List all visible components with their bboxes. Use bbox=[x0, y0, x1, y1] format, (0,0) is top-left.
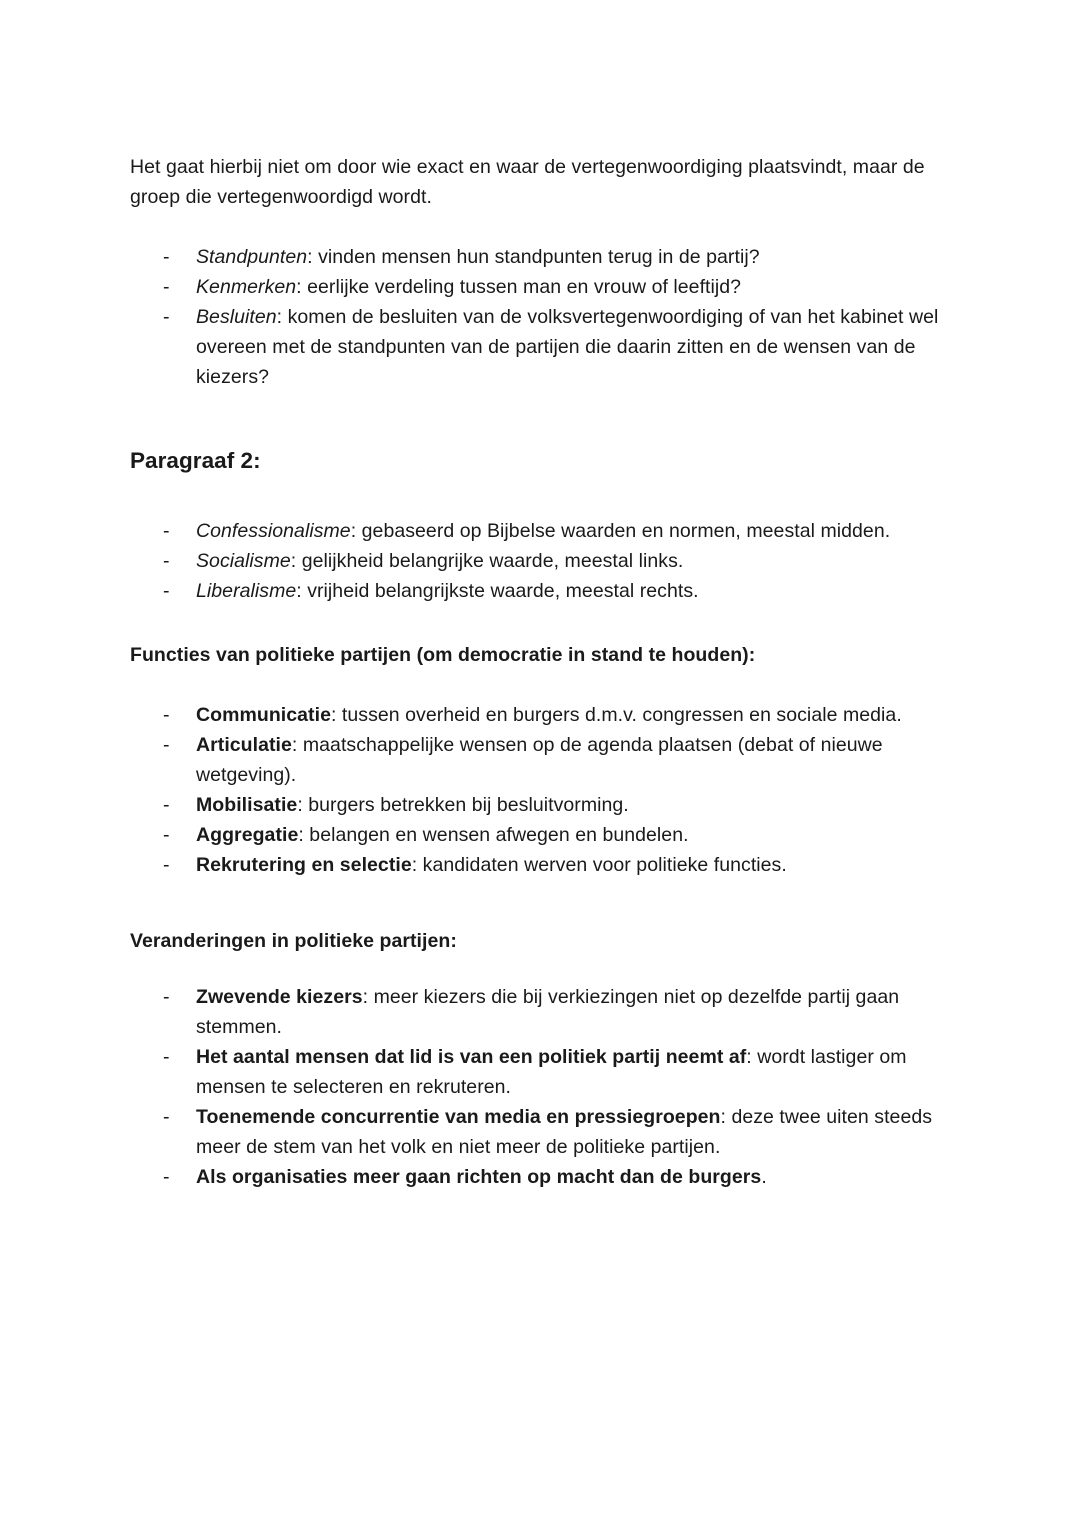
list-item bbox=[130, 820, 952, 850]
list-item bbox=[130, 546, 952, 576]
bullet-term: Het aantal mensen dat lid is van een politiek partij neemt af bbox=[196, 1046, 747, 1068]
list-item bbox=[130, 730, 952, 790]
bullet-text: : burgers betrekken bij besluitvorming. bbox=[297, 794, 629, 816]
list-item bbox=[130, 272, 952, 302]
bullet-dash-marker: - bbox=[163, 1046, 170, 1068]
veranderingen-heading: Veranderingen in politieke partijen: bbox=[130, 930, 457, 952]
bullet-dash-marker: - bbox=[163, 580, 170, 602]
bullet-term: Socialisme bbox=[196, 550, 291, 572]
bullet-text: : komen de besluiten van de volksvertegenwoordiging of van het kabinet wel overeen met de standpunten van de partijen die daarin zitten en de wensen van de kiezers? bbox=[196, 306, 939, 388]
bullet-term: Zwevende kiezers bbox=[196, 986, 363, 1008]
page-title: Paragraaf 2: bbox=[130, 448, 261, 473]
spacer bbox=[130, 956, 952, 982]
list-item bbox=[130, 700, 952, 730]
bullet-dash-marker: - bbox=[163, 986, 170, 1008]
spacer bbox=[130, 392, 952, 446]
list-item bbox=[130, 850, 952, 880]
bullet-text: : gelijkheid belangrijke waarde, meestal links. bbox=[290, 550, 684, 572]
intro-paragraph: Het gaat hierbij niet om door wie exact en waar de vertegenwoordiging plaatsvindt, maar de groep die vertegenwoordigd wordt. bbox=[130, 156, 925, 208]
spacer bbox=[130, 606, 952, 640]
bullet-text: : belangen en wensen afwegen en bundelen. bbox=[298, 824, 689, 846]
list-item bbox=[130, 302, 952, 392]
bullet-term: Besluiten bbox=[196, 306, 277, 328]
functies-heading: Functies van politieke partijen (om democratie in stand te houden): bbox=[130, 644, 756, 666]
spacer bbox=[130, 670, 952, 700]
bullet-text: : meer kiezers die bij verkiezingen niet op dezelfde partij gaan stemmen. bbox=[196, 986, 900, 1038]
spacer bbox=[130, 880, 952, 926]
spacer bbox=[130, 212, 952, 242]
functies-bullet-list bbox=[130, 700, 952, 880]
bullet-text: : maatschappelijke wensen op de agenda plaatsen (debat of nieuwe wetgeving). bbox=[196, 734, 883, 786]
bullet-dash-marker: - bbox=[163, 794, 170, 816]
bullet-term: Articulatie bbox=[196, 734, 292, 756]
bullet-term: Confessionalisme bbox=[196, 520, 351, 542]
paragraaf2-bullet-list bbox=[130, 516, 952, 606]
bullet-dash-marker: - bbox=[163, 520, 170, 542]
bullet-dash-marker: - bbox=[163, 276, 170, 298]
bullet-term: Standpunten bbox=[196, 246, 308, 268]
bullet-term: Kenmerken bbox=[196, 276, 297, 298]
bullet-text: : tussen overheid en burgers d.m.v. congressen en sociale media. bbox=[330, 704, 902, 726]
bullet-dash-marker: - bbox=[163, 1166, 170, 1188]
bullet-text: : deze twee uiten steeds meer de stem van het volk en niet meer de politieke partijen. bbox=[196, 1106, 933, 1158]
veranderingen-bullet-list bbox=[130, 982, 952, 1192]
bullet-dash-marker: - bbox=[163, 704, 170, 726]
bullet-text: : vrijheid belangrijkste waarde, meestal rechts. bbox=[296, 580, 699, 602]
list-item bbox=[130, 1162, 952, 1192]
bullet-text: . bbox=[761, 1166, 767, 1188]
list-item bbox=[130, 242, 952, 272]
bullet-text: : gebaseerd op Bijbelse waarden en normen, meestal midden. bbox=[350, 520, 891, 542]
bullet-term: Rekrutering en selectie bbox=[196, 854, 412, 876]
bullet-text: : vinden mensen hun standpunten terug in de partij? bbox=[307, 246, 760, 268]
bullet-dash-marker: - bbox=[163, 1106, 170, 1128]
document-body bbox=[130, 152, 952, 1192]
list-item bbox=[130, 576, 952, 606]
bullet-text: : eerlijke verdeling tussen man en vrouw of leeftijd? bbox=[296, 276, 742, 298]
bullet-term: Liberalisme bbox=[196, 580, 297, 602]
bullet-dash-marker: - bbox=[163, 824, 170, 846]
list-item bbox=[130, 1042, 952, 1102]
bullet-dash-marker: - bbox=[163, 246, 170, 268]
list-item bbox=[130, 1102, 952, 1162]
bullet-term: Toenemende concurrentie van media en pressiegroepen bbox=[196, 1106, 721, 1128]
list-item bbox=[130, 516, 952, 546]
bullet-dash-marker: - bbox=[163, 734, 170, 756]
bullet-dash-marker: - bbox=[163, 550, 170, 572]
bullet-text: : kandidaten werven voor politieke functies. bbox=[411, 854, 787, 876]
bullet-dash-marker: - bbox=[163, 306, 170, 328]
spacer bbox=[130, 476, 952, 516]
bullet-term: Mobilisatie bbox=[196, 794, 298, 816]
list-item bbox=[130, 982, 952, 1042]
bullet-text: : wordt lastiger om mensen te selecteren en rekruteren. bbox=[196, 1046, 907, 1098]
bullet-term: Aggregatie bbox=[196, 824, 299, 846]
bullet-term: Als organisaties meer gaan richten op macht dan de burgers bbox=[196, 1166, 762, 1188]
list-item bbox=[130, 790, 952, 820]
bullet-term: Communicatie bbox=[196, 704, 331, 726]
intro-bullet-list bbox=[130, 242, 952, 392]
bullet-dash-marker: - bbox=[163, 854, 170, 876]
